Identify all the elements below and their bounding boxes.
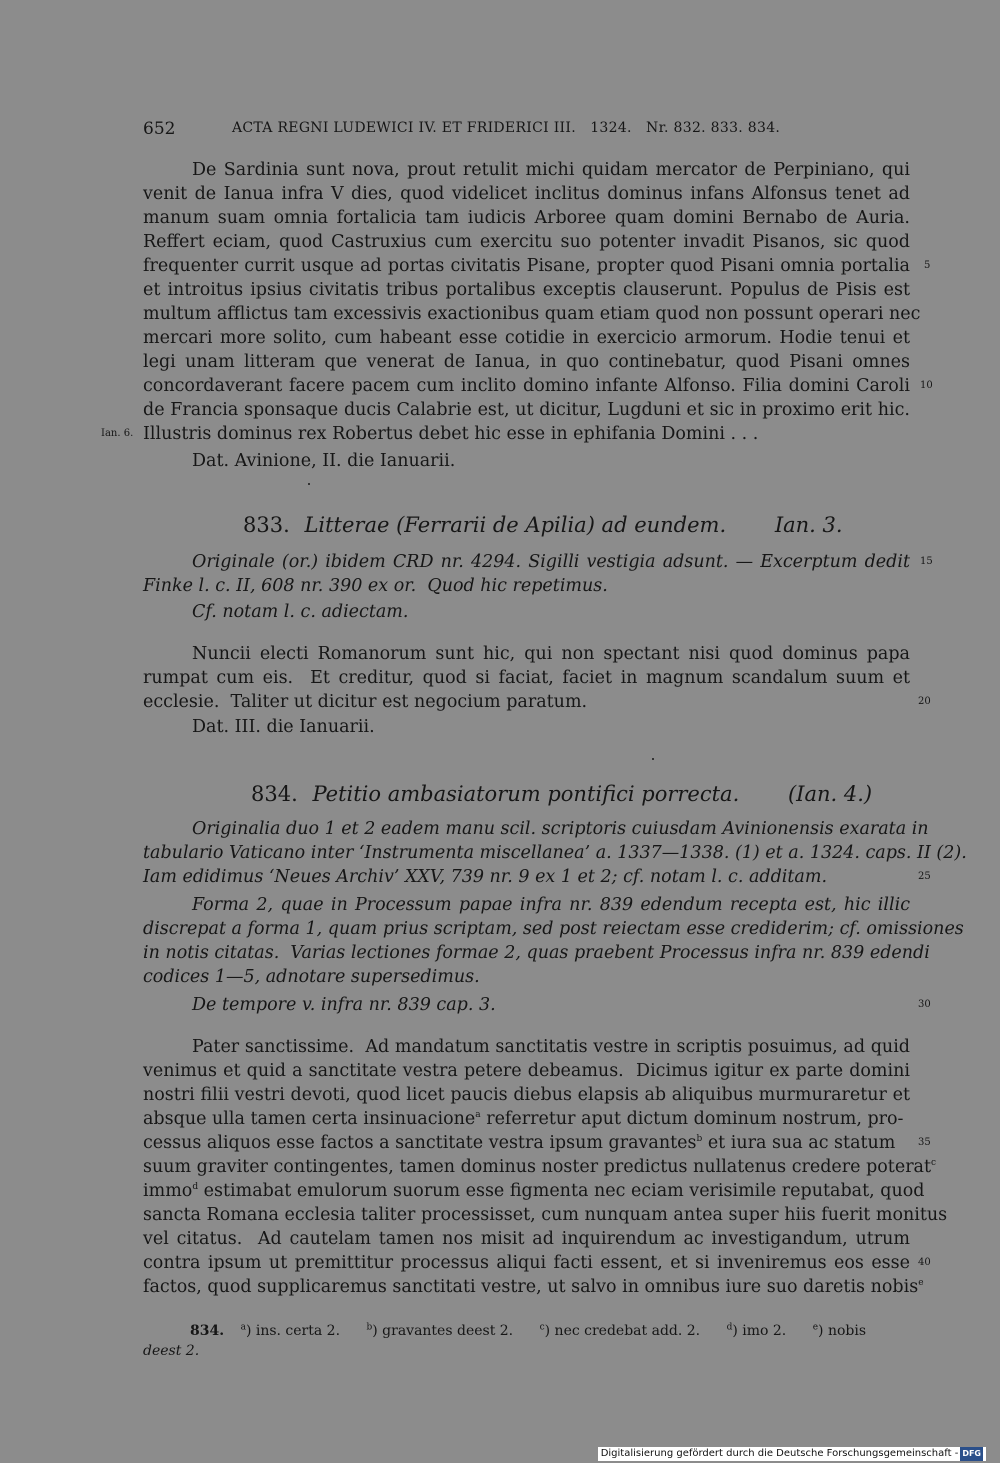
dat-line: Dat. Avinione, II. die Ianuarii. [192, 451, 456, 471]
line-number: 40 [918, 1257, 931, 1268]
footnote-label: 834. [190, 1323, 225, 1339]
text-line: multum afflictus tam excessivis exactionibus quam etiam quod non possunt operari nec [143, 304, 921, 324]
text-line [143, 1156, 937, 1178]
text-line: concordaverant facere pacem cum inclito domino infante Alfonso. Filia domini Caroli [143, 376, 910, 396]
note-mark: c [539, 1322, 545, 1333]
doc-date: Ian. 3. [774, 513, 843, 537]
doc-title: Petitio ambasiatorum pontifici porrecta. [312, 782, 740, 806]
source-line: De tempore v. infra nr. 839 cap. 3. [192, 995, 496, 1015]
text-line: legi unam litteram que venerat de Ianua, in quo continebatur, quod Pisani omnes [143, 352, 910, 372]
note-mark: e [812, 1322, 819, 1333]
source-line: Forma 2, quae in Processum papae infra nr. 839 edendum recepta est, hic illic [192, 895, 910, 915]
doc-heading [251, 782, 872, 806]
text-segment: et iura sua ac statum [702, 1133, 896, 1153]
dfg-logo: DFG [960, 1447, 983, 1461]
note-mark: b [366, 1322, 373, 1333]
cf-line: Cf. notam l. c. adiectam. [192, 602, 409, 622]
text-line: frequenter currit usque ad portas civitatis Pisane, propter quod Pisani omnia portalia [143, 256, 910, 276]
text-line: Pater sanctissime. Ad mandatum sanctitatis vestre in scriptis posuimus, ad quid [192, 1037, 910, 1057]
text-segment: factos, quod supplicaremus sanctitati vestre, ut salvo in omnibus iure suo daretis nobis [143, 1277, 919, 1297]
line-number: 30 [918, 999, 931, 1010]
text-line [143, 1132, 910, 1154]
doc-number: 834. [251, 782, 298, 806]
text-line: Illustris dominus rex Robertus debet hic esse in ephifania Domini . . . [143, 424, 759, 444]
text-line: nostri filii vestri devoti, quod licet paucis diebus elapsis ab aliquibus murmuraretur et [143, 1085, 910, 1105]
source-line: tabulario Vaticano inter ‘Instrumenta miscellanea’ a. 1337—1338. (1) et a. 1324. caps. II (2). [143, 843, 967, 863]
source-line: discrepat a forma 1, quam prius scriptam, sed post reiectam esse crediderim; cf. omissiones [143, 919, 964, 939]
text-line: de Francia sponsaque ducis Calabrie est, ut dicitur, Lugduni et sic in proximo erit hic. [143, 400, 910, 420]
source-line: Originale (or.) ibidem CRD nr. 4294. Sigilli vestigia adsunt. — Excerptum dedit [192, 552, 910, 572]
text-line: De Sardinia sunt nova, prout retulit michi quidam mercator de Perpiniano, qui [192, 160, 910, 180]
source-line: in notis citatas. Varias lectiones formae 2, quas praebent Processus infra nr. 839 edendi [143, 943, 930, 963]
source-line: codices 1—5, adnotare supersedimus. [143, 967, 480, 987]
footnote-line: deest 2. [143, 1343, 200, 1359]
line-number: 25 [918, 871, 931, 882]
footnote-text: ) nec credebat add. 2. [544, 1323, 701, 1339]
doc-title: Litterae (Ferrarii de Apilia) ad eundem. [304, 513, 727, 537]
text-line [143, 1276, 924, 1298]
text-segment: suum graviter contingentes, tamen dominus noster predictus nullatenus credere poterat [143, 1157, 932, 1177]
text-line: ecclesie. Taliter ut dicitur est negocium paratum. [143, 692, 588, 712]
line-number: 20 [918, 696, 931, 707]
text-line: mercari more solito, cum habeant esse cotidie in exercicio armorum. Hodie tenui et [143, 328, 910, 348]
source-line: Finke l. c. II, 608 nr. 390 ex or. Quod hic repetimus. [143, 576, 608, 596]
text-segment: absque ulla tamen certa insinuacione [143, 1109, 476, 1129]
note-mark: b [696, 1134, 703, 1145]
footnote-text: ) imo 2. [732, 1323, 787, 1339]
speck [308, 483, 310, 485]
footnote-text: ) ins. certa 2. [245, 1323, 341, 1339]
note-mark: c [931, 1158, 937, 1169]
note-mark: a [240, 1322, 246, 1333]
source-line: Iam edidimus ‘Neues Archiv’ XXV, 739 nr. 9 ex 1 et 2; cf. notam l. c. additam. [143, 867, 828, 887]
page-number: 652 [143, 119, 176, 139]
note-mark: e [918, 1278, 924, 1289]
note-mark: d [726, 1322, 733, 1333]
dat-line: Dat. III. die Ianuarii. [192, 717, 375, 737]
running-title: ACTA REGNI LUDEWICI IV. ET FRIDERICI III. 1324. Nr. 832. 833. 834. [232, 120, 781, 136]
text-segment: referretur aput dictum dominum nostrum, pro- [480, 1109, 904, 1129]
text-line [143, 1180, 925, 1202]
text-line: Nuncii electi Romanorum sunt hic, qui non spectant nisi quod dominus papa [192, 644, 910, 664]
line-number: 10 [920, 380, 933, 391]
text-line: venit de Ianua infra V dies, quod videlicet inclitus dominus infans Alfonsus tenet ad [143, 184, 910, 204]
text-line [143, 1108, 910, 1130]
doc-heading [243, 513, 843, 537]
note-mark: d [192, 1182, 199, 1193]
footnote-text: ) gravantes deest 2. [372, 1323, 514, 1339]
speck [652, 758, 654, 760]
note-mark: a [475, 1110, 481, 1121]
funding-footer [598, 1447, 986, 1461]
text-line: sancta Romana ecclesia taliter processisset, cum nunquam antea super hiis fuerit monitus [143, 1205, 948, 1225]
text-line: venimus et quid a sanctitate vestra petere debeamus. Dicimus igitur ex parte domini [143, 1061, 910, 1081]
line-number: 15 [920, 556, 933, 567]
margin-note: Ian. 6. [101, 428, 134, 439]
text-line: rumpat cum eis. Et creditur, quod si faciat, faciet in magnum scandalum suum et [143, 668, 910, 688]
footnote-text: ) nobis [818, 1323, 867, 1339]
text-line: contra ipsum ut premittitur processus aliqui facti essent, et si inveniremus eos esse [143, 1253, 910, 1273]
line-number: 5 [924, 260, 931, 271]
footer-text: Digitalisierung gefördert durch die Deutsche Forschungsgemeinschaft - [600, 1448, 959, 1459]
text-line: Reffert eciam, quod Castruxius cum exercitu suo potenter invadit Pisanos, sic quod [143, 232, 910, 252]
text-line: et introitus ipsius civitatis tribus portalibus exceptis clauserunt. Populus de Pisis est [143, 280, 910, 300]
source-line: Originalia duo 1 et 2 eadem manu scil. scriptoris cuiusdam Avinionensis exarata in [192, 819, 929, 839]
text-line: manum suam omnia fortalicia tam iudicis Arboree quam domini Bernabo de Auria. [143, 208, 910, 228]
text-line: vel citatus. Ad cautelam tamen nos misit ad inquirendum ac investigandum, utrum [143, 1229, 910, 1249]
doc-date: (Ian. 4.) [787, 782, 873, 806]
footnote-line [190, 1321, 866, 1341]
text-segment: estimabat emulorum suorum esse figmenta nec eciam verisimile reputabat, quod [198, 1181, 925, 1201]
line-number: 35 [918, 1137, 931, 1148]
text-segment: cessus aliquos esse factos a sanctitate vestra ipsum gravantes [143, 1133, 697, 1153]
doc-number: 833. [243, 513, 290, 537]
text-segment: immo [143, 1181, 193, 1201]
